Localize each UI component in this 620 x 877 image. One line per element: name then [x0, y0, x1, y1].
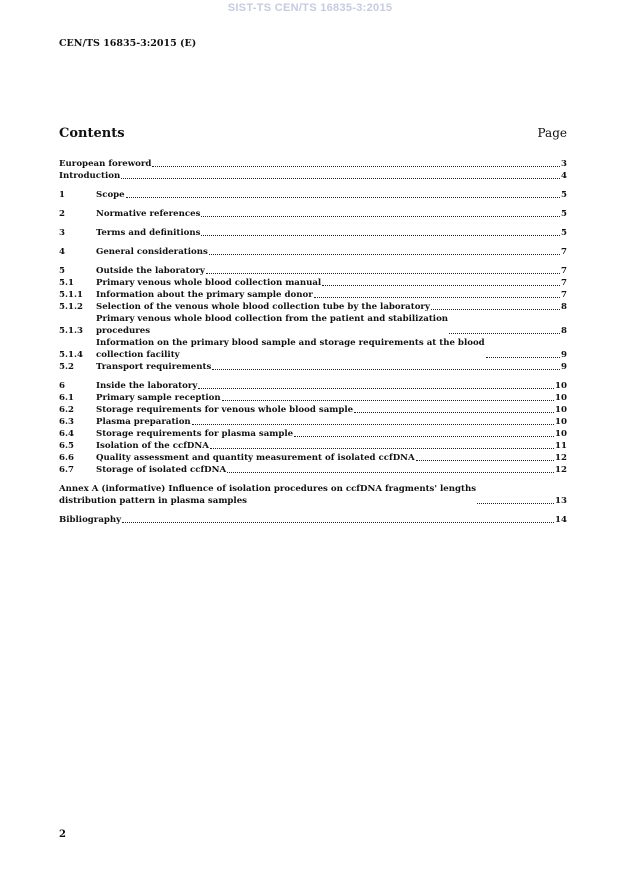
toc-entry-number: 6.7: [59, 465, 74, 475]
toc-dot-leader: [201, 235, 560, 236]
toc-entry-page: 10: [555, 417, 567, 427]
toc-entry[interactable]: [59, 313, 567, 337]
toc-entry[interactable]: [59, 440, 567, 452]
toc-entry[interactable]: [59, 208, 567, 220]
toc-entry[interactable]: [59, 483, 567, 507]
toc-dot-leader: [206, 273, 560, 274]
document-id: CEN/TS 16835-3:2015 (E): [59, 38, 197, 49]
toc-dot-leader: [122, 522, 554, 523]
toc-entry[interactable]: [59, 277, 567, 289]
toc-entry-page: 7: [561, 278, 567, 288]
toc-entry[interactable]: [59, 189, 567, 201]
toc-dot-leader: [209, 254, 560, 255]
toc-entry[interactable]: [59, 361, 567, 373]
contents-title: Contents: [59, 126, 125, 141]
toc-entry-title: collection facility: [96, 350, 180, 360]
toc-entry-page: 4: [561, 171, 567, 181]
toc-entry-title: European foreword: [59, 159, 152, 169]
toc-entry-page: 8: [561, 326, 567, 336]
toc-entry-title: Storage requirements for plasma sample: [96, 429, 294, 439]
toc-entry-page: 7: [561, 290, 567, 300]
contents-header: [59, 126, 567, 141]
toc-entry-number: 3: [59, 228, 65, 238]
toc-entry-number: 4: [59, 247, 65, 257]
toc-dot-leader: [294, 436, 554, 437]
toc-entry-title: Storage requirements for venous whole blood sample: [96, 405, 354, 415]
toc-entry-number: 6.3: [59, 417, 74, 427]
toc-entry-number: 2: [59, 209, 65, 219]
toc-entry[interactable]: [59, 380, 567, 392]
toc-entry-page: 12: [555, 465, 567, 475]
toc-entry[interactable]: [59, 301, 567, 313]
toc-dot-leader: [210, 448, 554, 449]
toc-entry[interactable]: [59, 337, 567, 361]
toc-entry-page: 5: [561, 190, 567, 200]
toc-entry[interactable]: [59, 428, 567, 440]
toc-dot-leader: [354, 412, 554, 413]
toc-dot-leader: [212, 369, 560, 370]
toc-entry-title: Selection of the venous whole blood collection tube by the laboratory: [96, 302, 430, 312]
table-of-contents: [59, 158, 567, 526]
toc-entry[interactable]: [59, 392, 567, 404]
toc-entry-title: distribution pattern in plasma samples: [59, 496, 248, 506]
toc-entry-number: 6.4: [59, 429, 74, 439]
toc-entry-number: 6.6: [59, 453, 74, 463]
toc-entry-page: 10: [555, 429, 567, 439]
toc-entry[interactable]: [59, 289, 567, 301]
toc-dot-leader: [486, 357, 560, 358]
toc-dot-leader: [126, 197, 560, 198]
toc-entry-number: 5.2: [59, 362, 74, 372]
toc-entry-page: 10: [555, 405, 567, 415]
toc-entry-page: 8: [561, 302, 567, 312]
toc-entry-title: procedures: [96, 326, 151, 336]
toc-entry-number: 1: [59, 190, 65, 200]
toc-entry[interactable]: [59, 170, 567, 182]
toc-entry-number: 5.1.3: [59, 326, 83, 336]
toc-entry-title: Plasma preparation: [96, 417, 191, 427]
toc-entry-number: 6.1: [59, 393, 74, 403]
toc-entry-title: Inside the laboratory: [96, 381, 198, 391]
toc-entry-page: 10: [555, 393, 567, 403]
toc-entry-page: 9: [561, 350, 567, 360]
toc-entry-number: 5: [59, 266, 65, 276]
toc-entry-title: Introduction: [59, 171, 121, 181]
toc-entry-title: Primary venous whole blood collection manual: [96, 278, 322, 288]
toc-entry-number: 6.2: [59, 405, 74, 415]
toc-entry-title: Bibliography: [59, 515, 122, 525]
toc-entry[interactable]: [59, 158, 567, 170]
toc-entry-page: 9: [561, 362, 567, 372]
toc-dot-leader: [222, 400, 554, 401]
toc-entry-number: 5.1.4: [59, 350, 83, 360]
toc-dot-leader: [449, 333, 560, 334]
toc-entry[interactable]: [59, 464, 567, 476]
toc-entry-title: Primary sample reception: [96, 393, 221, 403]
toc-entry[interactable]: [59, 265, 567, 277]
toc-entry[interactable]: [59, 452, 567, 464]
toc-entry-page: 3: [561, 159, 567, 169]
toc-dot-leader: [314, 297, 560, 298]
toc-entry[interactable]: [59, 404, 567, 416]
toc-dot-leader: [152, 166, 560, 167]
toc-dot-leader: [322, 285, 560, 286]
toc-entry-title: Quality assessment and quantity measurement of isolated ccfDNA: [96, 453, 415, 463]
toc-entry-page: 5: [561, 209, 567, 219]
toc-entry-page: 7: [561, 266, 567, 276]
toc-entry-page: 11: [555, 441, 567, 451]
toc-entry-number: 5.1: [59, 278, 74, 288]
toc-entry[interactable]: [59, 246, 567, 258]
toc-dot-leader: [121, 178, 560, 179]
toc-entry[interactable]: [59, 416, 567, 428]
toc-entry-page: 14: [555, 515, 567, 525]
toc-entry-number: 6.5: [59, 441, 74, 451]
toc-dot-leader: [201, 216, 560, 217]
toc-entry-page: 12: [555, 453, 567, 463]
toc-entry-title: Isolation of the ccfDNA: [96, 441, 209, 451]
page-column-label: Page: [537, 126, 567, 140]
toc-entry-title: Normative references: [96, 209, 201, 219]
toc-entry-title: General considerations: [96, 247, 208, 257]
toc-dot-leader: [416, 460, 554, 461]
toc-entry-number: 5.1.2: [59, 302, 83, 312]
toc-entry-title: Outside the laboratory: [96, 266, 205, 276]
watermark: SIST-TS CEN/TS 16835-3:2015: [227, 2, 393, 14]
toc-entry-title: Primary venous whole blood collection from the patient and stabilization: [96, 314, 449, 324]
toc-dot-leader: [192, 424, 554, 425]
toc-dot-leader: [198, 388, 554, 389]
toc-entry[interactable]: [59, 514, 567, 526]
toc-entry-number: 5.1.1: [59, 290, 83, 300]
toc-entry-page: 7: [561, 247, 567, 257]
toc-entry-page: 10: [555, 381, 567, 391]
toc-entry-page: 13: [555, 496, 567, 506]
page-number: 2: [59, 829, 66, 840]
toc-entry-page: 5: [561, 228, 567, 238]
toc-entry-title: Information on the primary blood sample and storage requirements at the blood: [96, 338, 485, 348]
toc-entry-number: 6: [59, 381, 65, 391]
toc-dot-leader: [431, 309, 560, 310]
toc-dot-leader: [477, 503, 554, 504]
toc-entry-title: Terms and definitions: [96, 228, 201, 238]
toc-entry-title: Transport requirements: [96, 362, 212, 372]
toc-entry-title: Storage of isolated ccfDNA: [96, 465, 227, 475]
toc-entry-title: Information about the primary sample donor: [96, 290, 313, 300]
toc-entry-title: Annex A (informative) Influence of isolation procedures on ccfDNA fragments' lengths: [59, 484, 477, 494]
toc-entry[interactable]: [59, 227, 567, 239]
toc-dot-leader: [227, 472, 554, 473]
toc-entry-title: Scope: [96, 190, 125, 200]
